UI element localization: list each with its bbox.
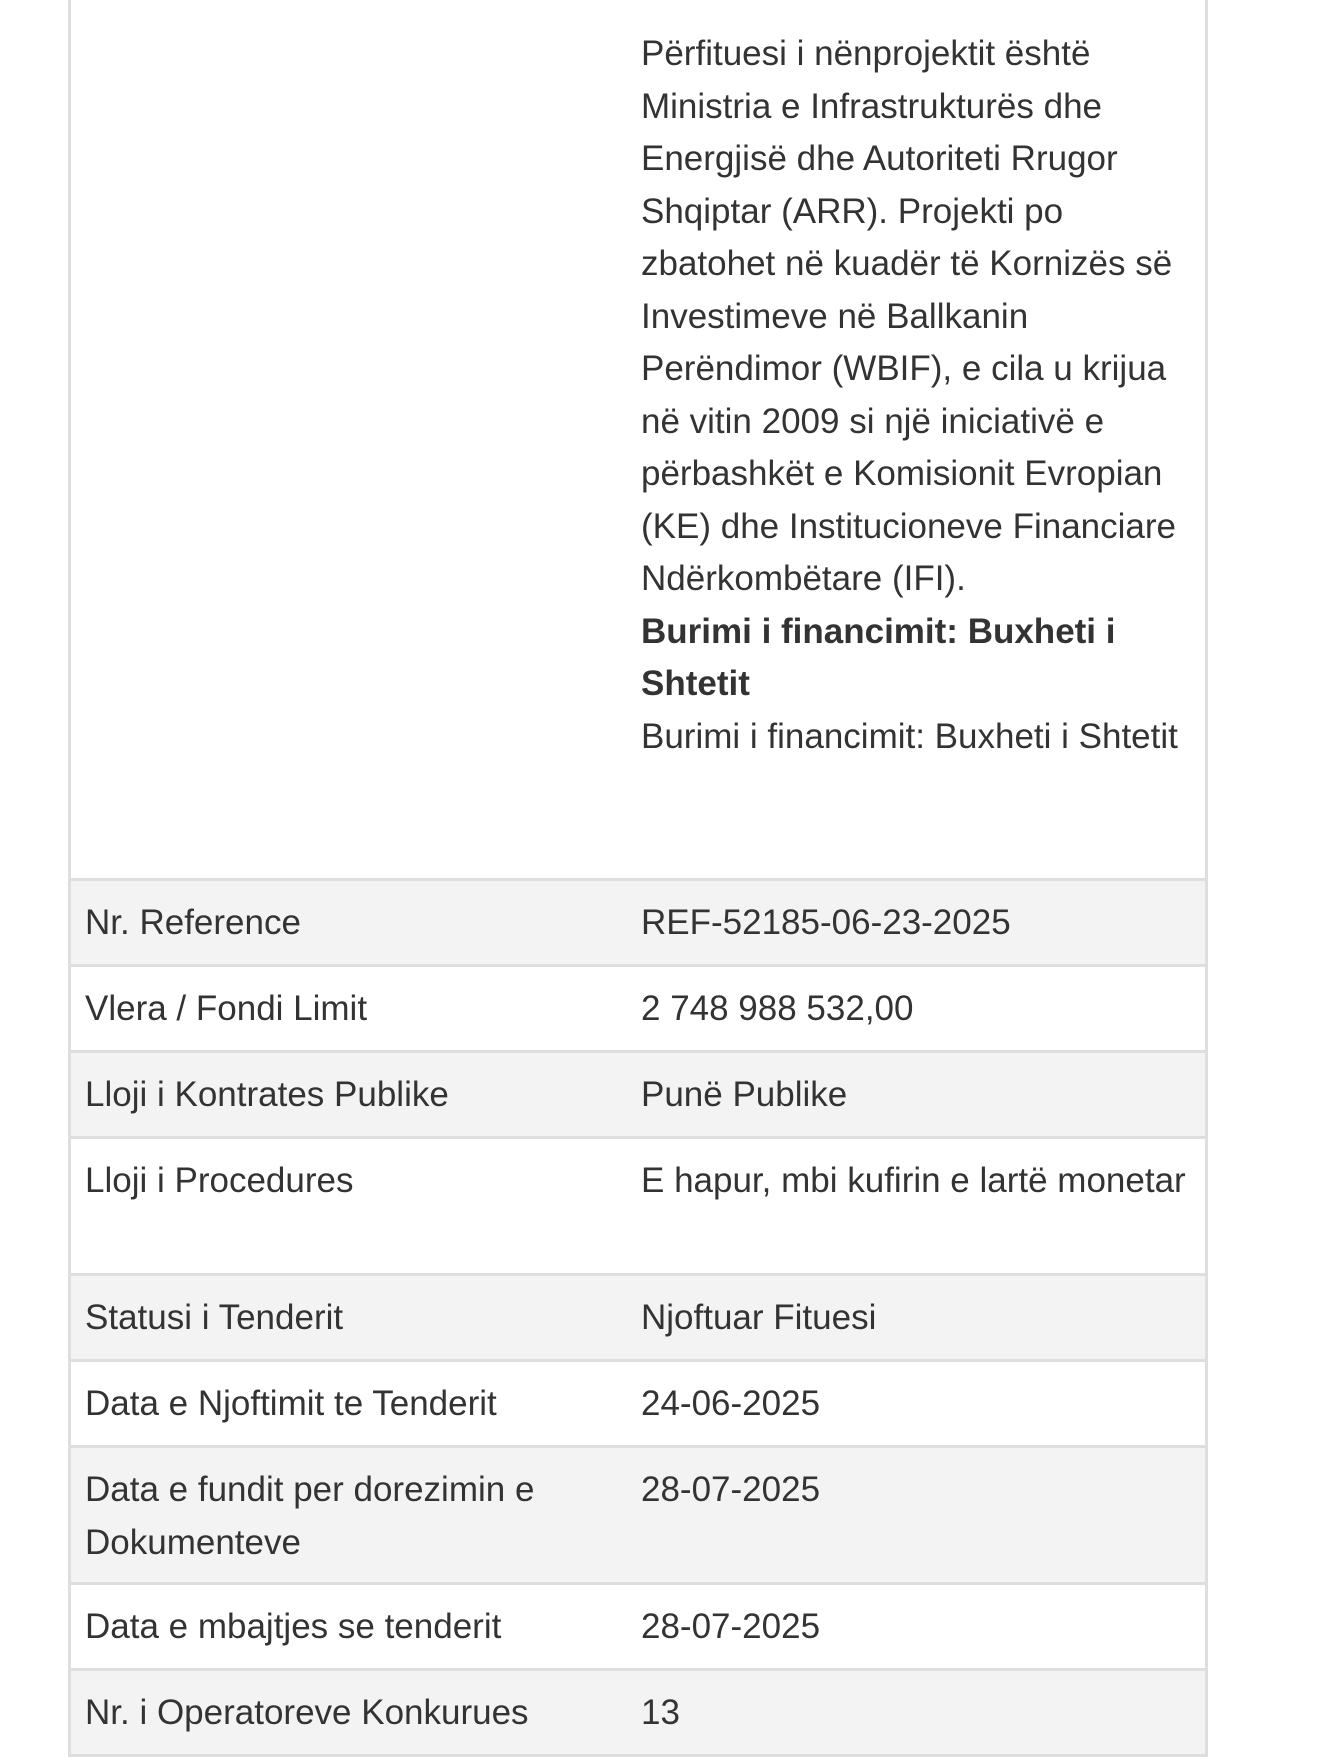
table-row-value-limit <box>71 967 1205 1053</box>
table-row-operators-count <box>71 1671 1205 1757</box>
table-row-tender-date <box>71 1585 1205 1671</box>
row-label: Vlera / Fondi Limit <box>85 989 368 1028</box>
row-value: 2 748 988 532,00 <box>641 989 914 1028</box>
table-row-description <box>71 0 1205 881</box>
row-label: Data e fundit per dorezimin e Dokumenteve <box>85 1470 535 1562</box>
funding-source-text: Burimi i financimit: Buxheti i Shtetit <box>641 716 1178 756</box>
row-value: Punë Publike <box>641 1075 848 1114</box>
row-label: Statusi i Tenderit <box>85 1298 344 1337</box>
table-row-contract-type <box>71 1053 1205 1139</box>
funding-source-bold: Burimi i financimit: Buxheti i Shtetit <box>641 611 1116 703</box>
row-value: REF-52185-06-23-2025 <box>641 903 1011 942</box>
row-label: Lloji i Kontrates Publike <box>85 1075 449 1114</box>
row-value: E hapur, mbi kufirin e lartë monetar <box>641 1161 1186 1200</box>
row-value: 24-06-2025 <box>641 1384 821 1423</box>
row-label: Data e Njoftimit te Tenderit <box>85 1384 497 1423</box>
table-row-reference <box>71 881 1205 967</box>
table-row-submission-deadline <box>71 1448 1205 1585</box>
table-row-tender-status <box>71 1276 1205 1362</box>
row-value: Njoftuar Fituesi <box>641 1298 877 1337</box>
table-row-procedure-type <box>71 1139 1205 1276</box>
project-description-text: Përfituesi i nënprojektit është Ministria e Infrastrukturës dhe Energjisë dhe Autoriteti Rrugor Shqiptar (ARR). Projekti po zbatohet në kuadër të Kornizës së Investimeve në Ballkanin Perëndimor (WBIF), e cila u krijua në vitin 2009 si një iniciativë e përbashkët e Komisionit Evropian (KE) dhe Institucioneve Financiare Ndërkombëtare (IFI). <box>641 34 1176 598</box>
row-label: Lloji i Procedures <box>85 1161 354 1200</box>
row-value: 13 <box>641 1693 680 1732</box>
row-value: 28-07-2025 <box>641 1470 821 1509</box>
row-label: Nr. i Operatoreve Konkurues <box>85 1693 529 1732</box>
tender-details-table <box>68 0 1208 1757</box>
row-value: 28-07-2025 <box>641 1607 821 1646</box>
table-row-notice-date <box>71 1362 1205 1448</box>
description-value-cell <box>641 0 1205 878</box>
row-label: Nr. Reference <box>85 903 301 942</box>
description-label-cell <box>71 0 641 878</box>
row-label: Data e mbajtjes se tenderit <box>85 1607 502 1646</box>
